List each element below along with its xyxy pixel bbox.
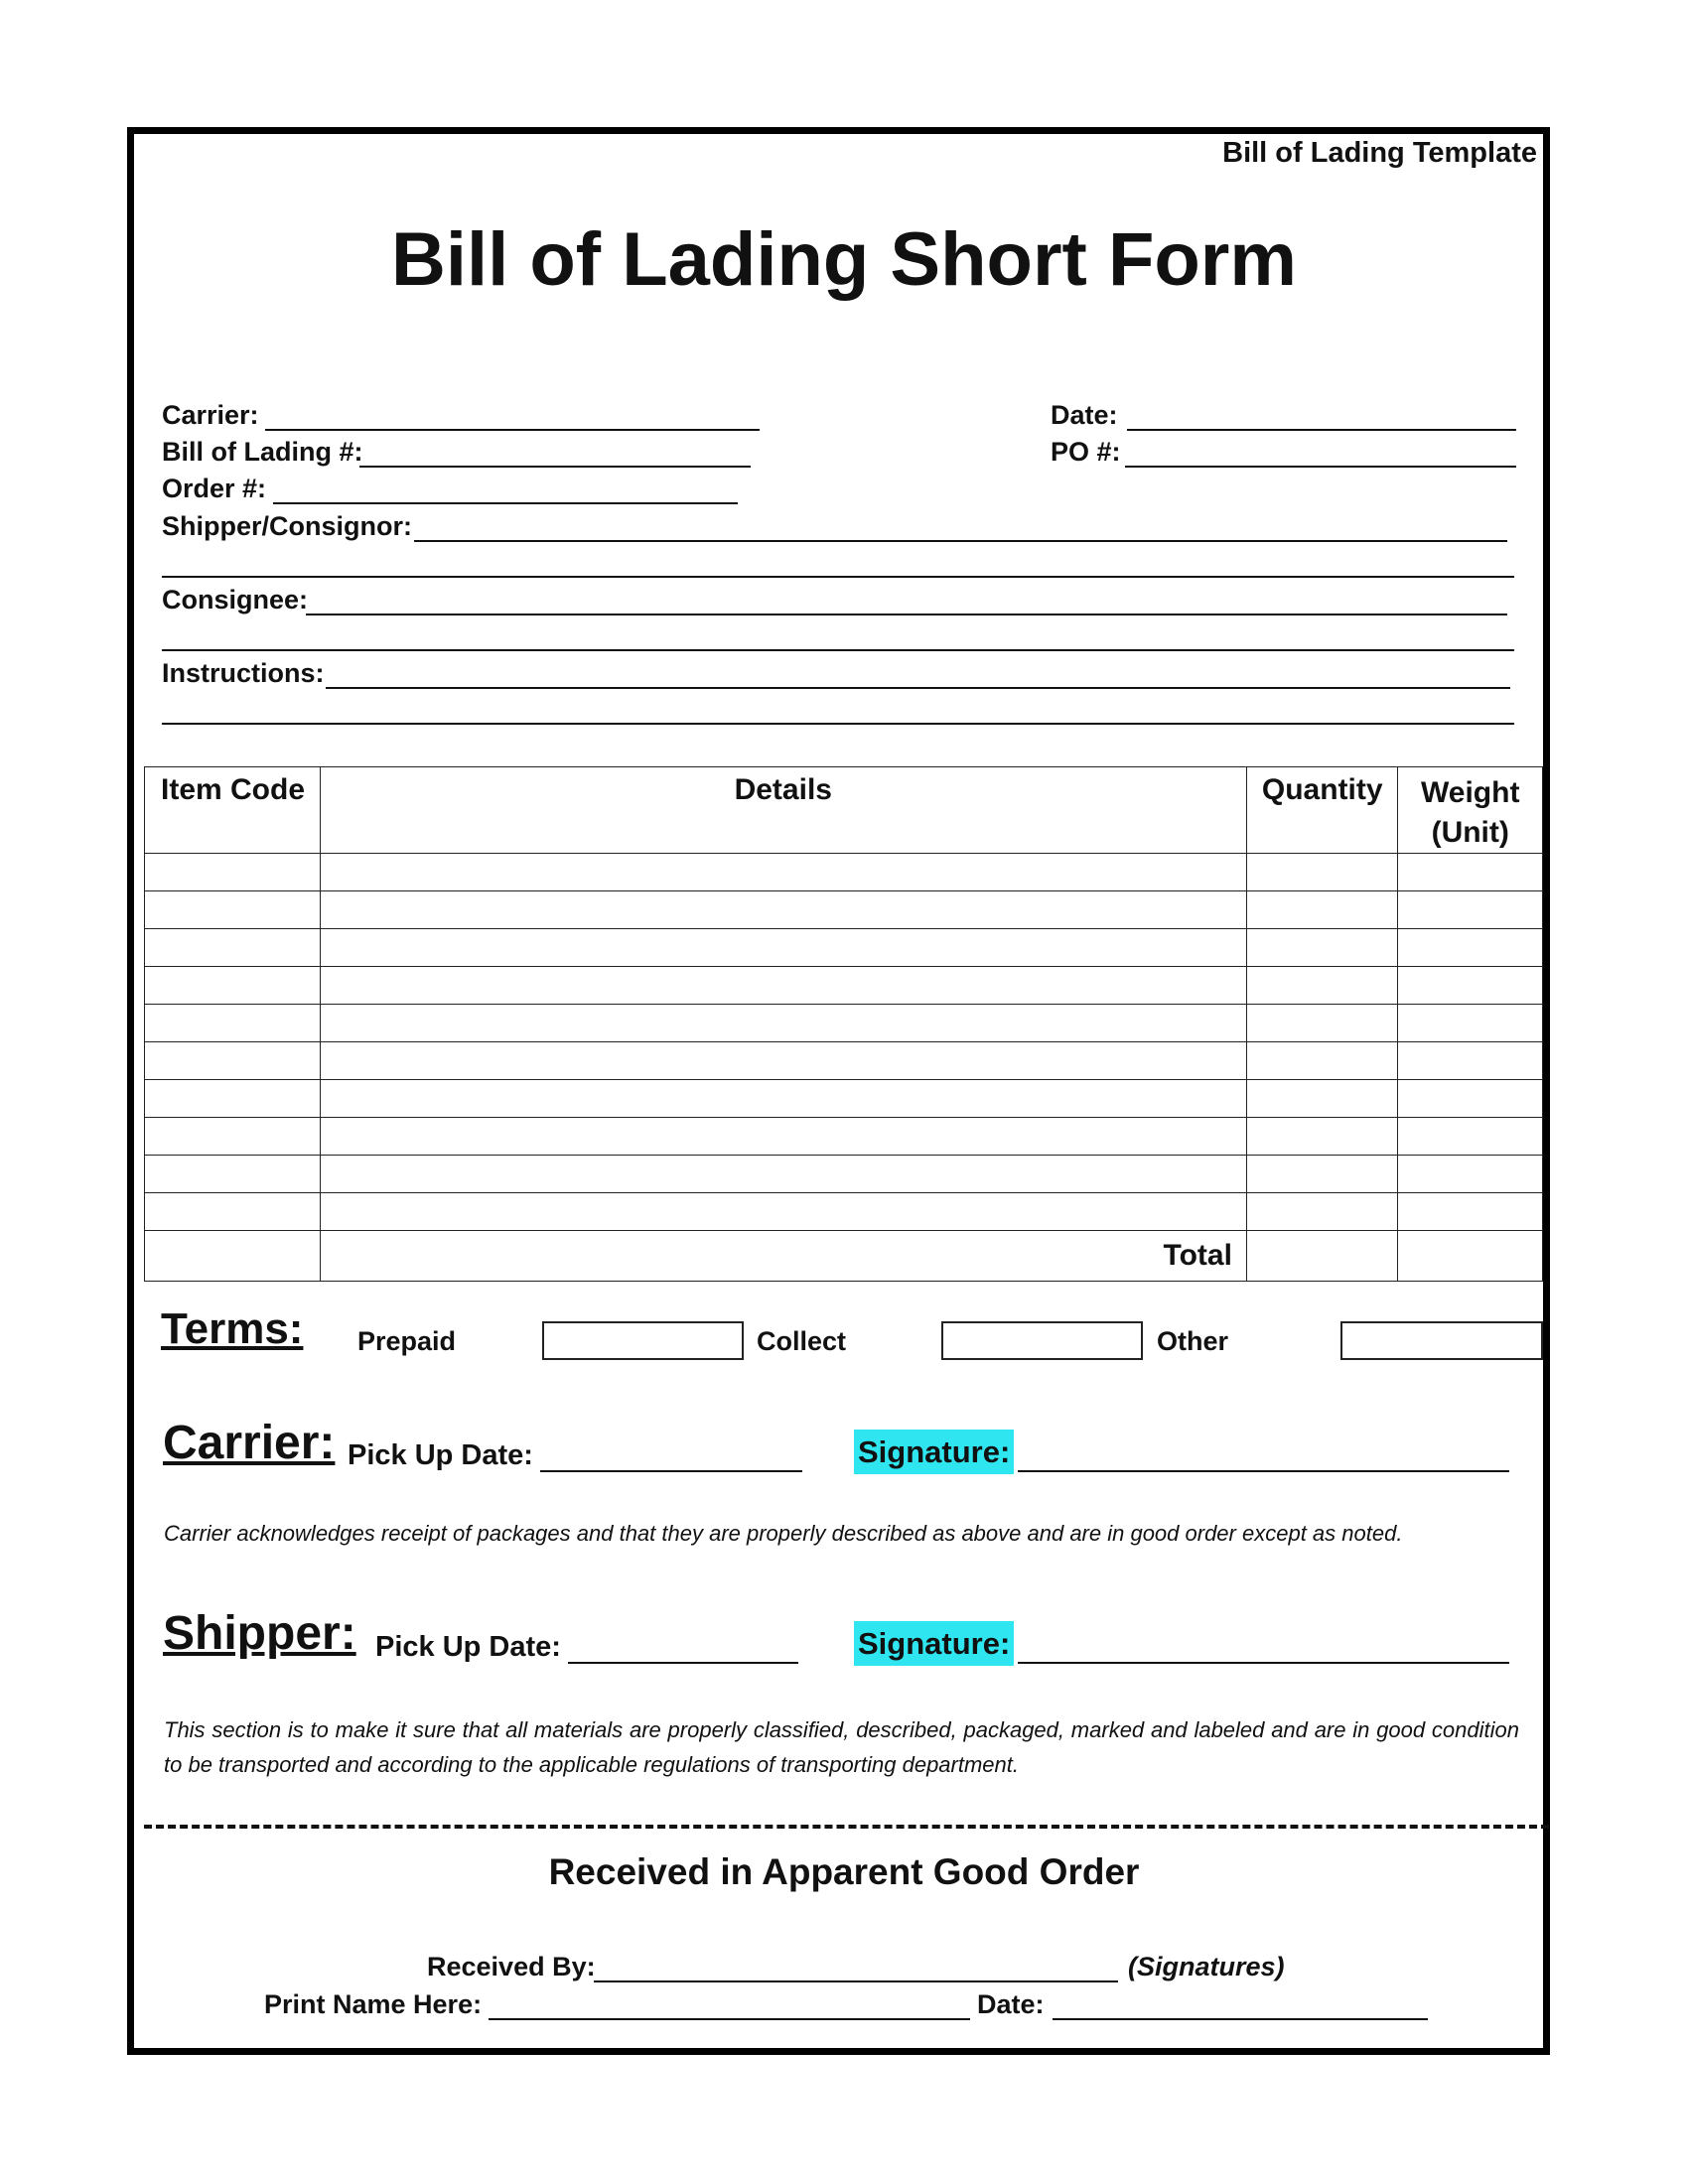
instructions-field-2[interactable]: [162, 723, 1514, 725]
order-label: Order #:: [162, 474, 267, 503]
table-row: [145, 929, 1543, 967]
terms-heading: Terms:: [161, 1304, 304, 1353]
carrier-heading: Carrier:: [163, 1417, 336, 1469]
po-field[interactable]: [1125, 466, 1516, 468]
terms-collect-box[interactable]: [941, 1321, 1143, 1360]
date-field[interactable]: [1127, 429, 1516, 431]
received-date-field[interactable]: [1053, 2018, 1428, 2020]
header-details: Details: [320, 767, 1246, 854]
total-weight[interactable]: [1398, 1231, 1543, 1282]
shipper-pickup-label: Pick Up Date:: [375, 1631, 561, 1663]
shipper-signature-label: Signature:: [854, 1621, 1014, 1666]
received-heading: Received in Apparent Good Order: [548, 1851, 1140, 1892]
consignee-label: Consignee:: [162, 585, 309, 614]
carrier-pickup-label: Pick Up Date:: [348, 1439, 533, 1471]
terms-collect-label: Collect: [757, 1326, 847, 1356]
received-by-label: Received By:: [427, 1952, 596, 1981]
header-weight-text: Weight (Unit): [1421, 776, 1520, 849]
date-label: Date:: [1051, 400, 1118, 430]
shipper-note: This section is to make it sure that all materials are properly classified, described, packaged, marked and labeled and are in good condition to be transported and according to the applicable regulations of transporting department.: [164, 1717, 1519, 1777]
terms-prepaid-box[interactable]: [542, 1321, 744, 1360]
table-row: [145, 1193, 1543, 1231]
carrier-pickup-field[interactable]: [540, 1470, 802, 1472]
received-date-label: Date:: [977, 1989, 1045, 2019]
instructions-field[interactable]: [326, 687, 1510, 689]
consignee-field-2[interactable]: [162, 649, 1514, 651]
received-by-field[interactable]: [594, 1980, 1118, 1982]
order-field[interactable]: [273, 502, 738, 504]
carrier-label: Carrier:: [162, 400, 259, 430]
table-row: [145, 1080, 1543, 1118]
header-quantity: Quantity: [1246, 767, 1398, 854]
shipper-pickup-field[interactable]: [568, 1662, 798, 1664]
page-title: Bill of Lading Short Form: [391, 217, 1297, 302]
table-row: [145, 1005, 1543, 1042]
table-total-row: [145, 1231, 1543, 1282]
signatures-note: (Signatures): [1128, 1952, 1285, 1981]
table-row: [145, 1118, 1543, 1156]
carrier-field[interactable]: [265, 429, 760, 431]
terms-prepaid-label: Prepaid: [357, 1326, 457, 1356]
header-item-code: Item Code: [145, 767, 321, 854]
table-row: [145, 1042, 1543, 1080]
table-row: [145, 891, 1543, 929]
shipper-consignor-field[interactable]: [414, 540, 1507, 542]
table-header-row: [145, 767, 1543, 854]
po-label: PO #:: [1051, 437, 1121, 467]
carrier-note: Carrier acknowledges receipt of packages and that they are properly described as above and are in good order except as noted.: [164, 1521, 1403, 1546]
bill-of-lading-field[interactable]: [359, 466, 751, 468]
total-label: Total: [320, 1231, 1246, 1282]
table-row: [145, 967, 1543, 1005]
print-name-field[interactable]: [489, 2018, 970, 2020]
carrier-signature-field[interactable]: [1018, 1470, 1509, 1472]
bill-of-lading-label: Bill of Lading #:: [162, 437, 363, 467]
print-name-label: Print Name Here:: [264, 1989, 483, 2019]
terms-other-box[interactable]: [1340, 1321, 1543, 1360]
cut-line: [144, 1825, 1549, 1829]
carrier-signature-label: Signature:: [854, 1430, 1014, 1474]
consignee-field[interactable]: [306, 614, 1507, 615]
total-quantity[interactable]: [1246, 1231, 1398, 1282]
shipper-signature-field[interactable]: [1018, 1662, 1509, 1664]
terms-other-label: Other: [1157, 1326, 1229, 1356]
table-row: [145, 854, 1543, 891]
header-weight: [1398, 767, 1543, 854]
shipper-consignor-label: Shipper/Consignor:: [162, 511, 412, 541]
shipper-heading: Shipper:: [163, 1607, 356, 1660]
shipper-consignor-field-2[interactable]: [162, 576, 1514, 578]
instructions-label: Instructions:: [162, 658, 325, 688]
table-row: [145, 1156, 1543, 1193]
template-label: Bill of Lading Template: [1222, 137, 1537, 169]
items-table: [144, 766, 1543, 1282]
